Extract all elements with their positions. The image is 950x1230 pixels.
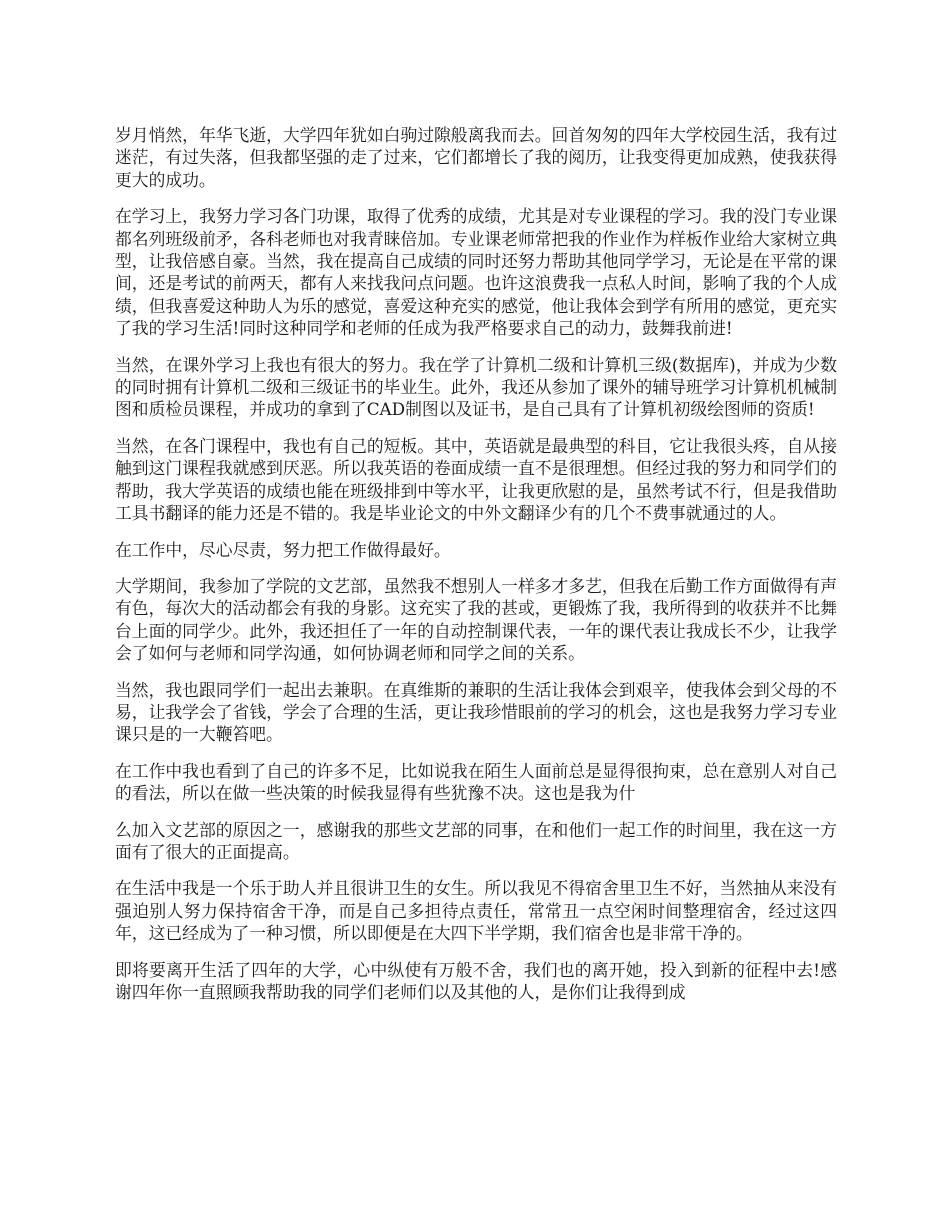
paragraph-shortcomings: 在工作中我也看到了自己的许多不足，比如说我在陌生人面前总是显得很拘束，总在意别人对自己的看法，所以在做一些决策的时候我显得有些犹豫不决。这也是我为什 — [115, 760, 837, 804]
paragraph-arts-dept: 大学期间，我参加了学院的文艺部，虽然我不想别人一样多才多艺，但我在后勤工作方面做得有声有色，每次大的活动都会有我的身影。这充实了我的甚或，更锻炼了我，我所得到的收获并不比舞台上面的同学少。此外，我还担任了一年的自动控制课代表，一年的课代表让我成长不少，让我学会了如何与老师和同学沟通，如何协调老师和同学之间的关系。 — [115, 575, 837, 664]
paragraph-farewell: 即将要离开生活了四年的大学，心中纵使有万般不舍，我们也的离开她，投入到新的征程中去!感谢四年你一直照顾我帮助我的同学们老师们以及其他的人，是你们让我得到成 — [115, 959, 837, 1002]
paragraph-weakness: 当然，在各门课程中，我也有自己的短板。其中，英语就是最典型的科目，它让我很头疼，自从接触到这门课程我就感到厌恶。所以我英语的卷面成绩一直不是很理想。但经过我的努力和同学们的帮助，我大学英语的成绩也能在班级排到中等水平，让我更欣慰的是，虽然考试不行，但是我借助工具书翻译的能力还是不错的。我是毕业论文的中外文翻译少有的几个不费事就通过的人。 — [115, 435, 837, 524]
paragraph-study: 在学习上，我努力学习各门功课，取得了优秀的成绩，尤其是对专业课程的学习。我的没门专业课都名列班级前矛，各科老师也对我青睐倍加。专业课老师常把我的作业作为样板作业给大家树立典型，让我倍感自豪。当然，我在提高自己成绩的同时还努力帮助其他同学学习，无论是在平常的课间，还是考试的前两天，都有人来找我问点问题。也许这浪费我一点私人时间，影响了我的个人成绩，但我喜爱这种助人为乐的感觉，喜爱这种充实的感觉，他让我体会到学有所用的感觉，更充实了我的学习生活!同时这种同学和老师的任成为我严格要求自己的动力，鼓舞我前进! — [115, 206, 837, 339]
paragraph-extracurricular: 当然，在课外学习上我也有很大的努力。我在学了计算机二级和计算机三级(数据库)，并成为少数的同时拥有计算机二级和三级证书的毕业生。此外，我还从参加了课外的辅导班学习计算机机械制图和质检员课程，并成功的拿到了CAD制图以及证书，是自己具有了计算机初级绘图师的资质! — [115, 354, 837, 420]
paragraph-shortcomings-continued: 么加入文艺部的原因之一，感谢我的那些文艺部的同事，在和他们一起工作的时间里，我在这一方面有了很大的正面提高。 — [115, 819, 837, 862]
paragraph-work-short: 在工作中，尽心尽责，努力把工作做得最好。 — [115, 539, 451, 560]
paragraph-life: 在生活中我是一个乐于助人并且很讲卫生的女生。所以我见不得宿舍里卫生不好，当然抽从来没有强迫别人努力保持宿舍干净，而是自己多担待点责任，常常丑一点空闲时间整理宿舍，经过这四年，这已经成为了一种习惯，所以即便是在大四下半学期，我们宿舍也是非常干净的。 — [115, 878, 837, 944]
paragraph-intro: 岁月悄然，年华飞逝，大学四年犹如白驹过隙般离我而去。回首匆匆的四年大学校园生活，我有过迷茫，有过失落，但我都坚强的走了过来，它们都增长了我的阅历，让我变得更加成熟，使我获得更大的成功。 — [115, 125, 837, 190]
document-body — [115, 124, 837, 1017]
paragraph-part-time: 当然，我也跟同学们一起出去兼职。在真维斯的兼职的生活让我体会到艰辛，使我体会到父母的不易，让我学会了省钱，学会了合理的生活，更让我珍惜眼前的学习的机会，这也是我努力学习专业课只是的一大鞭笞吧。 — [115, 679, 837, 745]
